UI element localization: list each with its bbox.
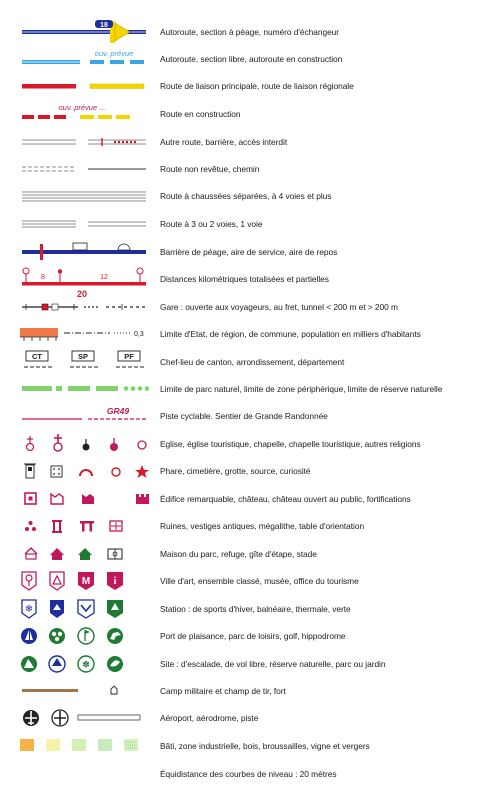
legend-row-toll-barrier xyxy=(0,238,480,265)
road-construction-symbol xyxy=(18,100,150,127)
paragliding-icon xyxy=(49,656,65,672)
legend-label: Route à 3 ou 2 voies, 1 voie xyxy=(160,218,263,229)
distance-left: 8 xyxy=(41,274,45,281)
seaside-resort-icon xyxy=(50,600,64,618)
legend-row-main-road xyxy=(0,72,480,99)
legend-row-churches xyxy=(0,430,480,457)
legend-row-admin xyxy=(0,348,480,375)
legend-label: Édifice remarquable, château, château ouvert au public, fortifications xyxy=(160,493,411,504)
airport-symbols xyxy=(18,704,150,731)
ruins-icon xyxy=(25,521,36,531)
legend-label: Site : d'escalade, de vol libre, réserve naturelle, parc ou jardin xyxy=(160,658,386,669)
legend-label: Route à chaussées séparées, à 4 voies et plus xyxy=(160,190,332,201)
park-limits-symbol xyxy=(18,375,150,402)
castle-open-icon xyxy=(82,494,94,504)
runway-icon xyxy=(78,715,140,720)
curiosity-icon xyxy=(135,465,149,478)
industrial-zone-swatch xyxy=(46,739,60,751)
lighthouse-icon xyxy=(24,464,36,478)
planned-label: ouv. prévue ... xyxy=(58,103,106,112)
legend-row-other-road xyxy=(0,128,480,155)
exit-number: 18 xyxy=(100,21,108,29)
legend-row-motorway-free xyxy=(0,45,480,72)
distance-total: 20 xyxy=(76,289,88,299)
chapel-icon xyxy=(83,439,90,451)
wood-swatch xyxy=(72,739,86,751)
legend-label: Camp militaire et champ de tir, fort xyxy=(160,685,286,696)
nature-reserve-icon xyxy=(78,656,94,672)
legend-label: Chef-lieu de canton, arrondissement, département xyxy=(160,356,345,367)
church-icon xyxy=(27,436,34,451)
park-garden-icon xyxy=(107,656,123,672)
distance-symbol xyxy=(18,265,150,299)
legend-label: Port de plaisance, parc de loisirs, golf, hippodrome xyxy=(160,630,346,641)
built-up-swatch xyxy=(20,739,34,751)
military-symbols xyxy=(18,677,150,704)
tourist-church-icon xyxy=(54,434,62,451)
legend-label: Distances kilométriques totalisées et partielles xyxy=(160,273,329,284)
church-symbols xyxy=(18,430,150,457)
legend-label: Route en construction xyxy=(160,108,241,119)
railway-symbol xyxy=(18,293,150,320)
legend-row-art-city xyxy=(0,567,480,594)
golf-icon xyxy=(78,628,94,644)
legend-row-limits xyxy=(0,320,480,347)
toll-barrier-symbol xyxy=(18,238,150,265)
fort-icon xyxy=(111,686,117,694)
ruins-symbols xyxy=(18,512,150,539)
legend-row-marina xyxy=(0,622,480,649)
admin-code-sp: SP xyxy=(77,352,89,361)
art-city-icon xyxy=(22,572,36,590)
legend-row-railway xyxy=(0,293,480,320)
legend-label: Route de liaison principale, route de liaison régionale xyxy=(160,80,354,91)
museum-icon xyxy=(78,572,94,590)
legend-label: Limite de parc naturel, limite de zone périphérique, limite de réserve naturelle xyxy=(160,383,443,394)
legend-row-lane-road xyxy=(0,210,480,237)
main-road-symbol xyxy=(18,72,150,99)
legend-label: Ville d'art, ensemble classé, musée, office du tourisme xyxy=(160,575,359,586)
other-road-symbol xyxy=(18,128,150,155)
legend-label: Station : de sports d'hiver, balnéaire, thermale, verte xyxy=(160,603,351,614)
legend-label: Limite d'Etat, de région, de commune, population en milliers d'habitants xyxy=(160,328,421,339)
art-city-symbols xyxy=(18,567,150,594)
limits-symbol xyxy=(18,320,150,347)
tourist-chapel-icon xyxy=(110,438,118,451)
classified-site-icon xyxy=(50,572,64,590)
legend-label: Route non revêtue, chemin xyxy=(160,163,260,174)
park-house-symbols xyxy=(18,540,150,567)
legend-row-park-limits xyxy=(0,375,480,402)
megalith-icon xyxy=(80,521,94,532)
climbing-icon xyxy=(21,656,37,672)
legend-row-contour xyxy=(0,760,480,787)
population-value: 0,3 xyxy=(134,331,144,338)
distance-right: 12 xyxy=(100,274,108,281)
motorway-toll-symbol xyxy=(18,18,150,45)
legend-row-distances xyxy=(0,265,480,299)
remarkable-building-icon xyxy=(25,493,36,504)
marina-icon xyxy=(21,628,37,644)
racecourse-icon xyxy=(107,628,123,644)
legend-row-airport xyxy=(0,704,480,731)
legend-row-divided-road xyxy=(0,182,480,209)
legend-row-sites xyxy=(0,650,480,677)
legend-row-ruins xyxy=(0,512,480,539)
svg-text:❄: ❄ xyxy=(24,604,34,615)
legend-label: Gare : ouverte aux voyageurs, au fret, tunnel < 200 m et > 200 m xyxy=(160,301,398,312)
admin-code-pf: PF xyxy=(124,352,134,361)
leisure-park-icon xyxy=(49,628,65,644)
legend-label: Bâti, zone industrielle, bois, broussailles, vigne et vergers xyxy=(160,740,370,751)
aerodrome-icon xyxy=(52,710,68,726)
legend-label: Autoroute, section à péage, numéro d'échangeur xyxy=(160,26,340,37)
gite-icon xyxy=(78,548,92,560)
building-symbols xyxy=(18,485,150,512)
ski-resort-icon xyxy=(22,600,36,618)
tourist-office-icon xyxy=(107,572,123,590)
trail-code: GR49 xyxy=(106,406,130,416)
motorway-free-symbol xyxy=(18,45,150,72)
svg-text:✽: ✽ xyxy=(82,660,90,671)
divided-road-symbol xyxy=(18,182,150,209)
other-religions-icon xyxy=(138,441,146,449)
legend-label: Maison du parc, refuge, gîte d'étape, stade xyxy=(160,548,317,559)
legend-row-military xyxy=(0,677,480,704)
legend-row-motorway-toll xyxy=(0,18,480,45)
admin-symbol xyxy=(18,348,150,375)
legend-row-lighthouse xyxy=(0,457,480,484)
legend-label: Piste cyclable. Sentier de Grande Randonnée xyxy=(160,410,328,421)
legend-label: Autoroute, section libre, autoroute en construction xyxy=(160,53,343,64)
planned-label: ouv. prévue xyxy=(94,49,134,58)
orientation-table-icon xyxy=(110,521,122,531)
legend-label: Phare, cimetière, grotte, source, curiosité xyxy=(160,465,311,476)
legend-label: Ruines, vestiges antiques, mégalithe, table d'orientation xyxy=(160,520,365,531)
legend-row-built-up xyxy=(0,732,480,759)
green-resort-icon xyxy=(107,600,123,618)
cycle-track-symbol xyxy=(18,402,150,429)
legend-row-park-house xyxy=(0,540,480,567)
legend-label: Autre route, barrière, accès interdit xyxy=(160,136,288,147)
lane-road-symbol xyxy=(18,210,150,237)
legend-label: Eglise, église touristique, chapelle, chapelle touristique, autres religions xyxy=(160,438,421,449)
landcover-symbols xyxy=(18,732,150,759)
antique-remains-icon xyxy=(52,520,62,533)
unpaved-road-symbol xyxy=(18,155,150,182)
marina-symbols xyxy=(18,622,150,649)
park-house-icon xyxy=(25,548,37,559)
cave-icon xyxy=(80,470,92,476)
legend-row-cycle-track xyxy=(0,402,480,429)
legend-row-road-construction xyxy=(0,100,480,127)
legend-row-stations xyxy=(0,595,480,622)
legend-row-unpaved-road xyxy=(0,155,480,182)
svg-text:M: M xyxy=(81,576,91,587)
spa-resort-icon xyxy=(78,600,94,618)
legend-label: Aéroport, aérodrome, piste xyxy=(160,712,259,723)
castle-icon xyxy=(51,494,63,504)
site-symbols xyxy=(18,650,150,677)
station-symbols xyxy=(18,595,150,622)
fortification-icon xyxy=(136,494,149,504)
airport-icon xyxy=(23,710,39,726)
admin-code-ct: CT xyxy=(32,352,42,361)
cemetery-icon xyxy=(51,466,62,477)
scrub-swatch xyxy=(98,739,112,751)
legend-row-buildings xyxy=(0,485,480,512)
spring-icon xyxy=(112,468,120,476)
refuge-icon xyxy=(50,548,64,560)
legend-label: Barrière de péage, aire de service, aire de repos xyxy=(160,246,338,257)
legend-label: Équidistance des courbes de niveau : 20 mètres xyxy=(160,768,337,779)
stadium-icon xyxy=(108,549,122,559)
lighthouse-symbols xyxy=(18,457,150,484)
svg-text:i: i xyxy=(113,576,117,587)
